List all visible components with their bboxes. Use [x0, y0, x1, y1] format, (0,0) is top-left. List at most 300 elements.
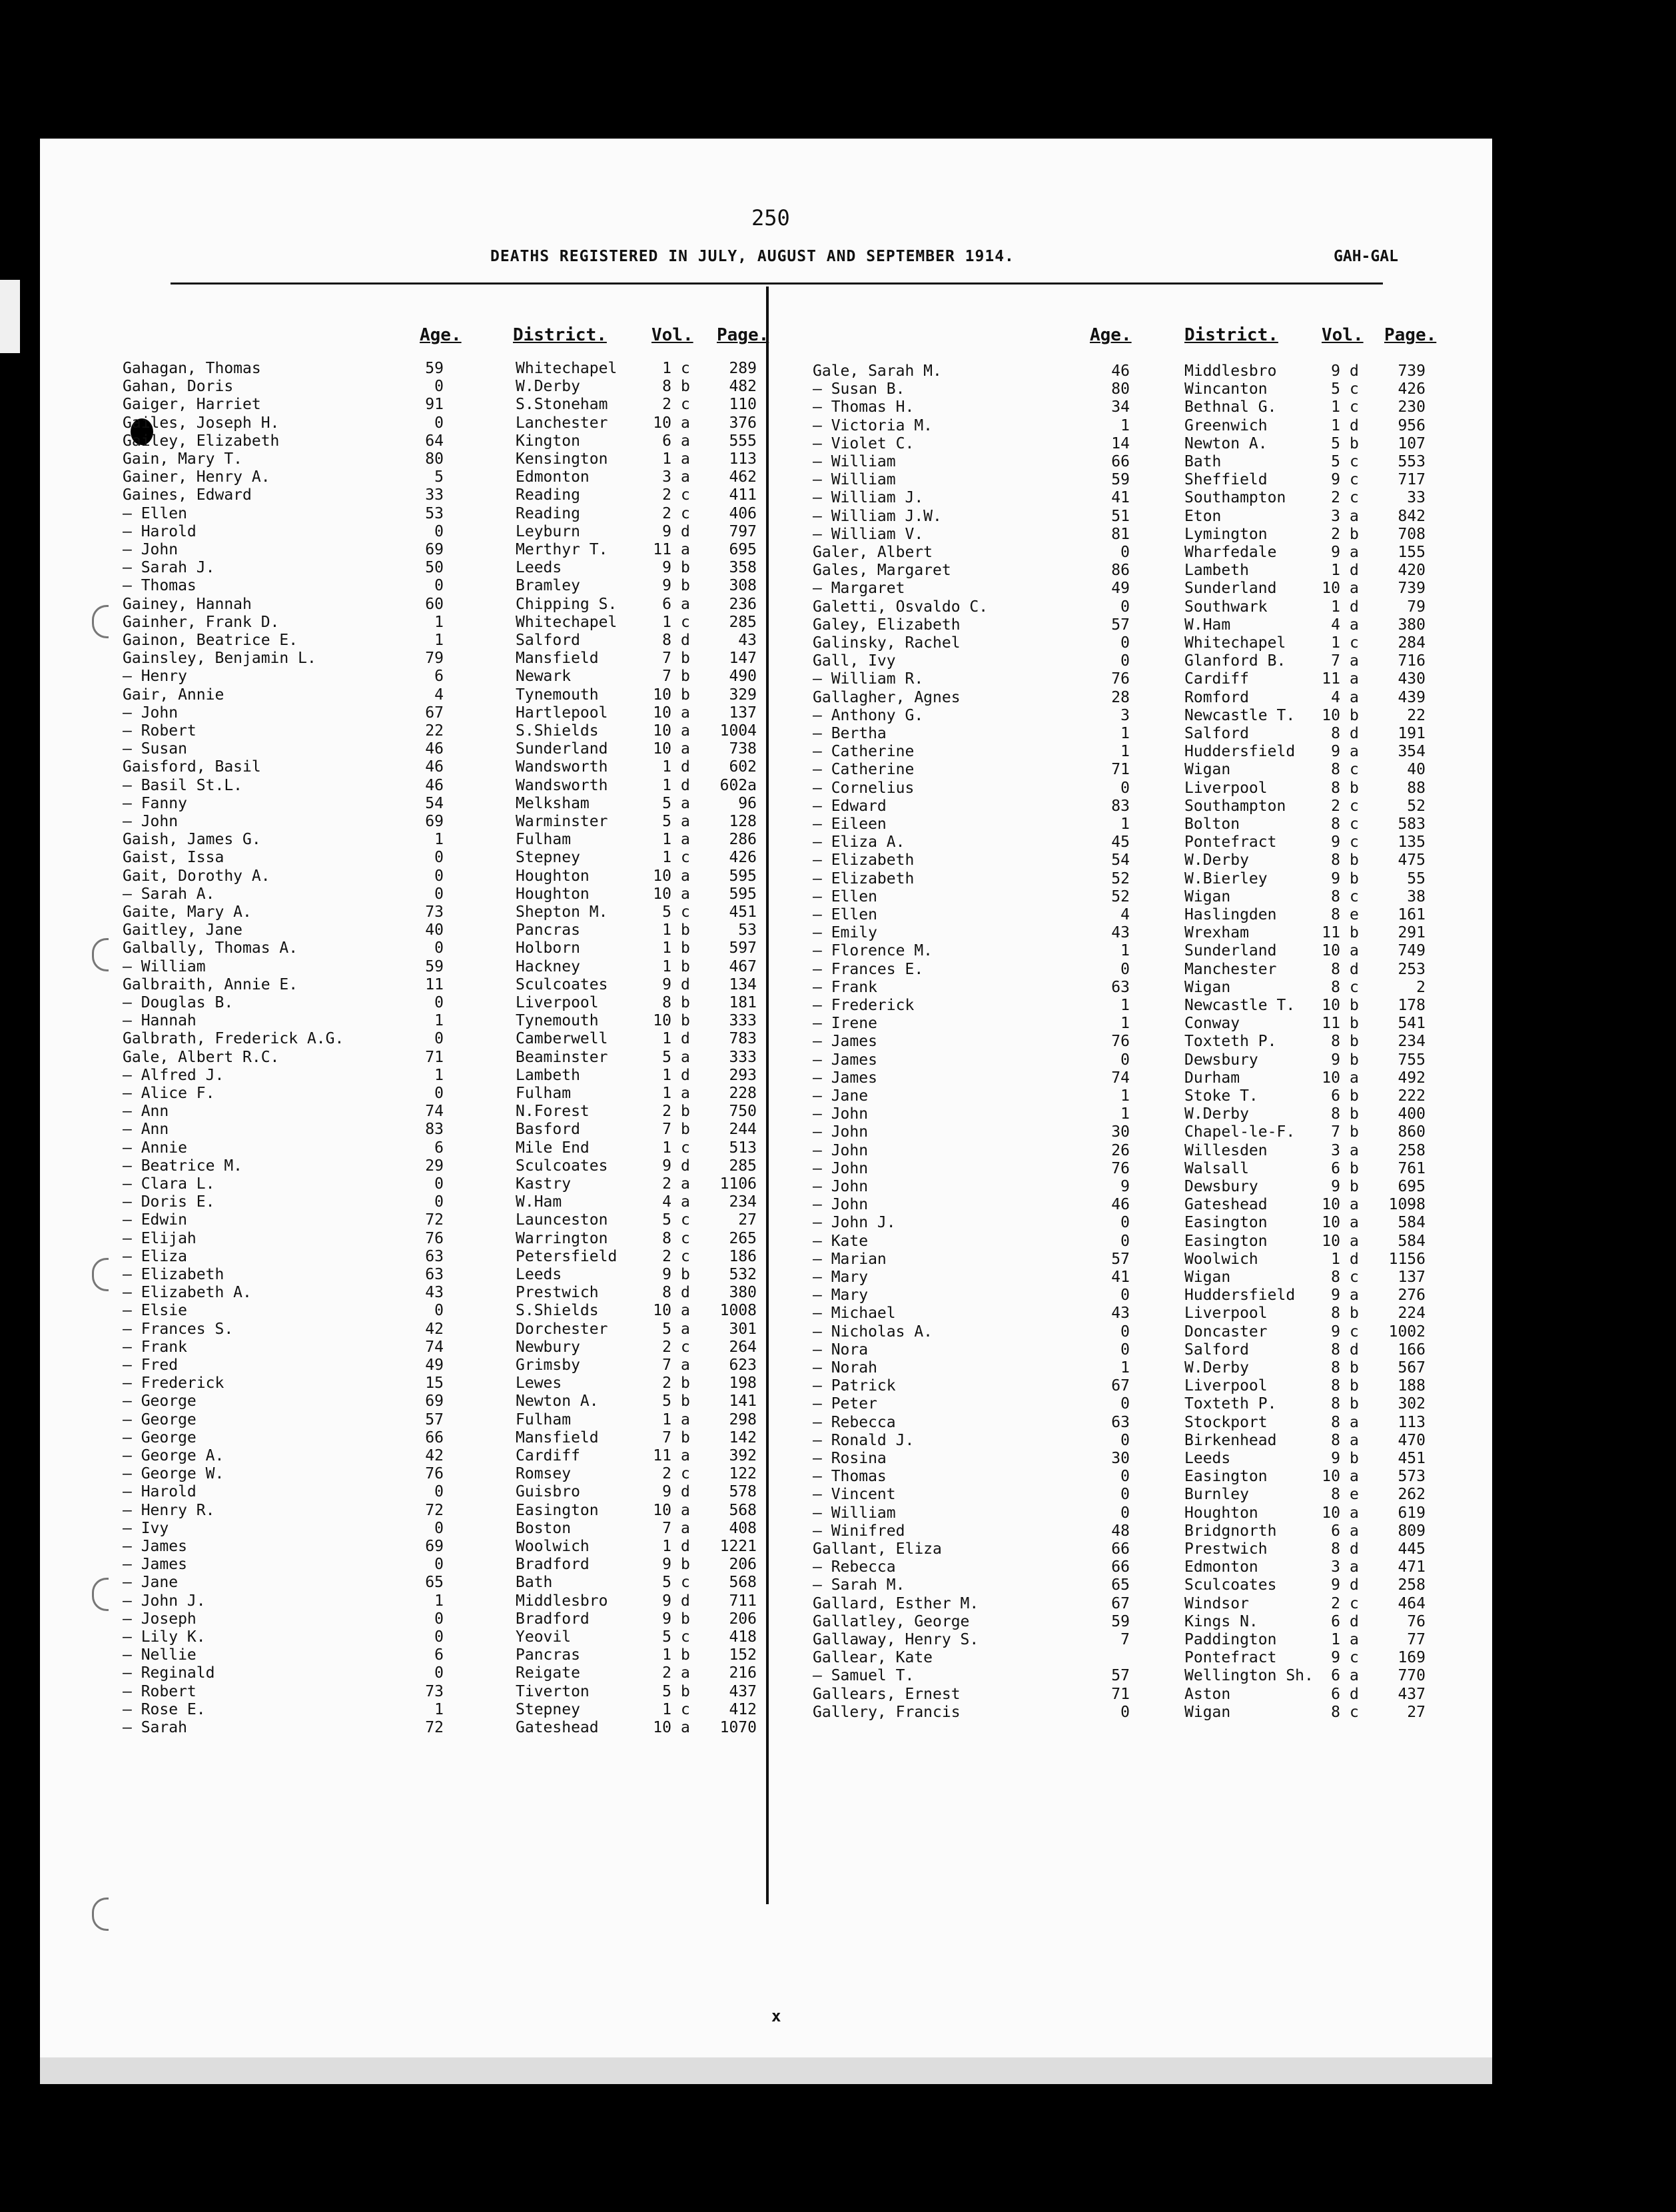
entry-page: 265 [729, 1229, 757, 1247]
entry-page: 573 [1398, 1468, 1426, 1486]
entry-vol: 1 [662, 921, 671, 939]
register-entry [123, 704, 762, 722]
entry-district: Stockport [1184, 1413, 1268, 1431]
entry-section: b [1350, 706, 1359, 724]
entry-age: 41 [1111, 1269, 1130, 1286]
register-entry [123, 777, 762, 795]
entry-district: Wigan [1184, 1703, 1231, 1721]
entry-page: 532 [729, 1266, 757, 1283]
entry-age: 1 [434, 1066, 444, 1084]
entry-district: Kastry [516, 1175, 572, 1193]
entry-vol: 9 [662, 975, 671, 993]
entry-age: 1 [434, 632, 444, 649]
entry-name: — Frances S. [123, 1320, 234, 1338]
entry-name: — George [123, 1410, 197, 1428]
entry-vol: 8 [1331, 1105, 1340, 1123]
entry-section: a [1350, 688, 1359, 706]
register-entry [813, 1305, 1479, 1323]
entry-page: 956 [1398, 416, 1426, 434]
entry-name: — Thomas H. [813, 398, 915, 416]
entry-section: b [1350, 1395, 1359, 1413]
entry-vol: 10 [653, 740, 671, 758]
entry-name: — Catherine [813, 743, 915, 761]
film-tab-left [0, 280, 20, 353]
entry-age: 64 [425, 432, 444, 450]
entry-name: — Eliza [123, 1247, 187, 1265]
entry-section: a [681, 1501, 690, 1519]
entry-age: 43 [1111, 924, 1130, 942]
entry-vol: 8 [1331, 1033, 1340, 1051]
entry-age: 66 [425, 1428, 444, 1446]
entry-district: S.Shields [516, 1302, 599, 1320]
entry-age: 46 [425, 740, 444, 758]
entry-vol: 10 [653, 1719, 671, 1736]
entry-section: c [681, 486, 690, 504]
entry-name: — Irene [813, 1015, 877, 1033]
entry-vol: 1 [662, 1085, 671, 1102]
entry-page: 137 [729, 704, 757, 722]
register-entry [123, 541, 762, 559]
entry-page: 1106 [719, 1175, 757, 1193]
entry-section: a [681, 794, 690, 812]
entry-age: 9 [1120, 1178, 1130, 1195]
entry-page: 770 [1398, 1667, 1426, 1685]
entry-section: d [1350, 562, 1359, 580]
binding-hole-1 [92, 605, 109, 638]
register-entry [813, 1142, 1479, 1160]
register-entry [813, 562, 1479, 580]
entry-page: 797 [729, 522, 757, 540]
entry-age: 71 [1111, 1685, 1130, 1703]
entry-age: 1 [434, 831, 444, 849]
entry-section: c [1350, 634, 1359, 652]
register-entry [813, 798, 1479, 816]
entry-age: 0 [434, 939, 444, 957]
register-entry [123, 1375, 762, 1392]
entry-vol: 2 [662, 1465, 671, 1483]
entry-name: — Ellen [813, 887, 877, 905]
register-entry [813, 417, 1479, 435]
entry-age: 40 [425, 921, 444, 939]
entry-page: 236 [729, 595, 757, 613]
entry-name: — William [813, 471, 896, 489]
entry-section: d [1350, 1341, 1359, 1359]
register-entry [813, 942, 1479, 960]
entry-section: b [681, 1375, 690, 1392]
entry-age: 52 [1111, 887, 1130, 905]
entry-vol: 8 [1331, 1486, 1340, 1504]
entry-name: — Sarah A. [123, 885, 215, 903]
entry-page: 329 [729, 686, 757, 704]
entry-page: 595 [729, 885, 757, 903]
entry-name: — Bertha [813, 725, 887, 742]
entry-age: 46 [1111, 1196, 1130, 1214]
entry-section: d [681, 975, 690, 993]
register-entry [123, 577, 762, 595]
entry-district: Prestwich [516, 1284, 599, 1302]
entry-section: a [681, 1302, 690, 1320]
entry-district: Southwark [1184, 598, 1268, 616]
entry-name: — William [813, 453, 896, 470]
entry-district: Dewsbury [1184, 1178, 1258, 1195]
entry-vol: 8 [1331, 978, 1340, 996]
entry-age: 0 [434, 1175, 444, 1193]
entry-vol: 2 [1331, 797, 1340, 815]
entry-name: — Joseph [123, 1610, 197, 1628]
entry-vol: 10 [1322, 1468, 1340, 1486]
entry-district: Kington [516, 432, 580, 450]
entry-age: 43 [1111, 1305, 1130, 1323]
register-entry [123, 450, 762, 468]
entry-page: 400 [1398, 1105, 1426, 1123]
entry-page: 166 [1398, 1341, 1426, 1359]
entry-age: 59 [1111, 1612, 1130, 1630]
register-entry [123, 831, 762, 849]
entry-vol: 8 [1331, 816, 1340, 833]
entry-section: d [1350, 1250, 1359, 1268]
entry-vol: 9 [662, 1483, 671, 1501]
register-entry [123, 740, 762, 758]
entry-district: Romford [1184, 688, 1249, 706]
register-page [40, 139, 1492, 2057]
entry-section: a [1350, 652, 1359, 670]
entry-section: a [681, 1447, 690, 1464]
register-entry [123, 867, 762, 885]
entry-page: 406 [729, 504, 757, 522]
entry-district: Grimsby [516, 1357, 580, 1374]
entry-district: Beaminster [516, 1048, 608, 1066]
entry-name: — Cornelius [813, 779, 915, 797]
entry-age: 67 [1111, 1377, 1130, 1395]
entry-vol: 1 [1331, 634, 1340, 652]
entry-name: — Hannah [123, 1012, 197, 1030]
entry-name: — Vincent [813, 1486, 896, 1504]
entry-section: a [681, 704, 690, 722]
entry-age: 91 [425, 396, 444, 414]
entry-page: 354 [1398, 743, 1426, 761]
entry-district: Toxteth P. [1184, 1395, 1277, 1413]
register-entry [123, 414, 762, 432]
register-entry [813, 1087, 1479, 1105]
register-entry [123, 1664, 762, 1682]
entry-vol: 1 [662, 1646, 671, 1664]
register-entry [813, 380, 1479, 398]
register-entry [813, 1033, 1479, 1051]
entry-district: Newton A. [1184, 434, 1268, 452]
entry-age: 66 [1111, 1558, 1130, 1576]
entry-name: — Alfred J. [123, 1066, 224, 1084]
entry-section: c [681, 613, 690, 631]
entry-district: Bath [1184, 453, 1222, 470]
entry-page: 716 [1398, 652, 1426, 670]
entry-vol: 8 [1331, 1305, 1340, 1323]
entry-age: 5 [434, 468, 444, 486]
entry-page: 27 [738, 1211, 757, 1229]
entry-vol: 8 [1331, 1413, 1340, 1431]
entry-district: Huddersfield [1184, 1287, 1296, 1305]
entry-page: 38 [1407, 887, 1426, 905]
register-entry [123, 378, 762, 396]
entry-vol: 9 [662, 522, 671, 540]
entry-page: 178 [1398, 997, 1426, 1014]
entry-district: Mile End [516, 1139, 590, 1157]
entry-page: 27 [1407, 1703, 1426, 1721]
register-entry [813, 1613, 1479, 1631]
entry-district: Southampton [1184, 797, 1286, 815]
entry-section: c [1350, 816, 1359, 833]
entry-page: 234 [729, 1193, 757, 1211]
entry-age: 0 [1120, 1486, 1130, 1504]
entry-district: Mansfield [516, 1428, 599, 1446]
entry-page: 293 [729, 1066, 757, 1084]
entry-name: — John [123, 813, 179, 830]
binding-hole-3 [92, 1258, 109, 1291]
entry-section: a [681, 1664, 690, 1682]
register-entry [123, 1339, 762, 1357]
entry-age: 11 [425, 975, 444, 993]
entry-section: a [1350, 1196, 1359, 1214]
entry-name: — Rosina [813, 1450, 887, 1467]
entry-district: Sculcoates [516, 1157, 608, 1175]
entry-age: 0 [434, 885, 444, 903]
entry-vol: 9 [1331, 1450, 1340, 1467]
entry-name: — Ann [123, 1121, 169, 1139]
entry-section: c [1350, 761, 1359, 779]
entry-vol: 6 [1331, 1087, 1340, 1105]
entry-vol: 9 [1331, 1287, 1340, 1305]
entry-district: Leeds [516, 559, 562, 577]
entry-section: c [681, 1465, 690, 1483]
entry-vol: 1 [662, 849, 671, 867]
entry-name: — Annie [123, 1139, 187, 1157]
entry-name: — James [123, 1538, 187, 1555]
entry-district: Newton A. [516, 1392, 599, 1410]
register-entry [813, 1160, 1479, 1178]
entry-district: Bridgnorth [1184, 1522, 1277, 1540]
entry-district: Wigan [1184, 761, 1231, 779]
entry-age: 1 [434, 1592, 444, 1610]
entry-age: 72 [425, 1501, 444, 1519]
entry-name: Gain, Mary T. [123, 450, 243, 468]
register-entry [123, 722, 762, 740]
entry-age: 49 [425, 1357, 444, 1374]
entry-page: 475 [1398, 851, 1426, 869]
entry-age: 80 [425, 450, 444, 468]
entry-vol: 9 [1331, 869, 1340, 887]
entry-name: — James [123, 1556, 187, 1574]
entry-page: 464 [1398, 1594, 1426, 1612]
entry-age: 50 [425, 559, 444, 577]
entry-age: 42 [425, 1320, 444, 1338]
entry-vol: 1 [662, 831, 671, 849]
entry-name: — Ivy [123, 1519, 169, 1537]
entry-vol: 2 [662, 1175, 671, 1193]
entry-age: 0 [434, 867, 444, 885]
entry-name: — Ellen [123, 504, 187, 522]
entry-section: b [1350, 1087, 1359, 1105]
entry-page: 40 [1407, 761, 1426, 779]
entry-age: 71 [425, 1048, 444, 1066]
register-entry [123, 1719, 762, 1737]
entry-page: 451 [1398, 1450, 1426, 1467]
register-entry [813, 1450, 1479, 1468]
entry-age: 54 [425, 794, 444, 812]
register-entry [123, 758, 762, 776]
entry-section: b [1350, 434, 1359, 452]
entry-age: 0 [1120, 598, 1130, 616]
entry-vol: 8 [1331, 960, 1340, 978]
entry-age: 0 [1120, 1431, 1130, 1449]
entry-district: Dewsbury [1184, 1051, 1258, 1069]
entry-district: Yeovil [516, 1628, 572, 1646]
entry-name: Gainey, Hannah [123, 595, 252, 613]
entry-section: b [681, 686, 690, 704]
entry-section: d [681, 1157, 690, 1175]
entry-section: a [681, 450, 690, 468]
entry-age: 59 [425, 957, 444, 975]
entry-name: — Thomas [123, 577, 197, 595]
entry-section: c [1350, 380, 1359, 398]
entry-section: b [681, 577, 690, 595]
entry-name: — Rebecca [813, 1413, 896, 1431]
entry-age: 72 [425, 1211, 444, 1229]
entry-district: Bradford [516, 1556, 590, 1574]
entry-age: 0 [1120, 1504, 1130, 1522]
entry-vol: 10 [653, 867, 671, 885]
entry-section: b [681, 1121, 690, 1139]
binding-hole-4 [92, 1578, 109, 1611]
register-entry [123, 1483, 762, 1501]
entry-district: S.Shields [516, 722, 599, 740]
entry-page: 358 [729, 559, 757, 577]
entry-name: — William V. [813, 525, 924, 543]
entry-page: 420 [1398, 562, 1426, 580]
entry-age: 57 [1111, 616, 1130, 634]
entry-page: 1098 [1388, 1196, 1426, 1214]
entry-page: 739 [1398, 580, 1426, 598]
register-entry [813, 453, 1479, 471]
entry-vol: 8 [1331, 1703, 1340, 1721]
entry-district: Easington [1184, 1468, 1268, 1486]
register-entry [813, 924, 1479, 942]
entry-name: — Ann [123, 1103, 169, 1121]
entry-page: 1008 [719, 1302, 757, 1320]
entry-district: Wigan [1184, 978, 1231, 996]
entry-district: Dorchester [516, 1320, 608, 1338]
entry-district: Warminster [516, 813, 608, 830]
register-entry [813, 489, 1479, 507]
entry-page: 122 [729, 1465, 757, 1483]
entry-page: 284 [1398, 634, 1426, 652]
entry-section: b [681, 994, 690, 1011]
register-entry [813, 1051, 1479, 1069]
entry-age: 69 [425, 1392, 444, 1410]
entry-age: 0 [434, 577, 444, 595]
entry-section: a [681, 595, 690, 613]
entry-name: — Fred [123, 1357, 179, 1374]
entry-page: 471 [1398, 1558, 1426, 1576]
entry-page: 216 [729, 1664, 757, 1682]
entry-name: — Douglas B. [123, 994, 234, 1011]
entry-section: c [1350, 887, 1359, 905]
entry-vol: 1 [1331, 1631, 1340, 1648]
entry-vol: 1 [662, 1030, 671, 1048]
entry-page: 695 [1398, 1178, 1426, 1195]
entry-section: b [1350, 997, 1359, 1014]
entry-district: Hackney [516, 957, 580, 975]
entry-section: c [681, 1229, 690, 1247]
entry-name: — Edwin [123, 1211, 187, 1229]
entry-age: 86 [1111, 562, 1130, 580]
entry-age: 83 [425, 1121, 444, 1139]
entry-name: — William [813, 1504, 896, 1522]
entry-section: b [681, 1610, 690, 1628]
entry-district: Tiverton [516, 1682, 590, 1700]
register-entry [123, 939, 762, 957]
register-entry [813, 761, 1479, 779]
entry-vol: 8 [1331, 779, 1340, 797]
entry-section: b [681, 668, 690, 686]
entry-section: a [681, 1410, 690, 1428]
entry-district: Pontefract [1184, 1649, 1277, 1667]
entry-page: 33 [1407, 489, 1426, 507]
register-entry [123, 668, 762, 686]
register-entry [123, 795, 762, 813]
entry-name: Gahan, Doris [123, 378, 234, 396]
entry-age: 42 [425, 1447, 444, 1464]
entry-section: b [1350, 779, 1359, 797]
entry-section: a [1350, 670, 1359, 688]
register-entry [123, 686, 762, 704]
entry-section: a [1350, 1522, 1359, 1540]
entry-vol: 8 [1331, 851, 1340, 869]
entry-name: — Sarah M. [813, 1576, 905, 1594]
entry-name: Gainsley, Benjamin L. [123, 650, 316, 668]
entry-district: Gateshead [1184, 1196, 1268, 1214]
entry-page: 418 [729, 1628, 757, 1646]
entry-vol: 3 [1331, 1558, 1340, 1576]
entry-name: — George [123, 1428, 197, 1446]
entry-age: 74 [425, 1103, 444, 1121]
entry-vol: 9 [1331, 544, 1340, 561]
entry-age: 76 [1111, 1159, 1130, 1177]
register-entry [813, 1269, 1479, 1287]
entry-vol: 1 [662, 758, 671, 776]
entry-district: Leeds [516, 1266, 562, 1283]
entry-age: 1 [1120, 743, 1130, 761]
entry-district: Wandsworth [516, 758, 608, 776]
entry-page: 1070 [719, 1719, 757, 1736]
entry-name: Gallatley, George [813, 1612, 970, 1630]
entry-vol: 5 [662, 903, 671, 921]
entry-name: Galbally, Thomas A. [123, 939, 298, 957]
entry-page: 161 [1398, 906, 1426, 923]
entry-age: 66 [1111, 1540, 1130, 1558]
entry-vol: 6 [1331, 1159, 1340, 1177]
entry-name: — William J.W. [813, 507, 942, 525]
left-header-district: District. [513, 325, 607, 345]
entry-vol: 8 [1331, 1341, 1340, 1359]
entry-name: — John [813, 1178, 869, 1195]
register-entry [813, 362, 1479, 380]
entry-district: Shepton M. [516, 903, 608, 921]
entry-name: — Basil St.L. [123, 776, 243, 794]
register-entry [813, 1395, 1479, 1413]
entry-vol: 11 [653, 541, 671, 558]
entry-age: 63 [425, 1266, 444, 1283]
entry-section: b [681, 1556, 690, 1574]
entry-page: 426 [1398, 380, 1426, 398]
